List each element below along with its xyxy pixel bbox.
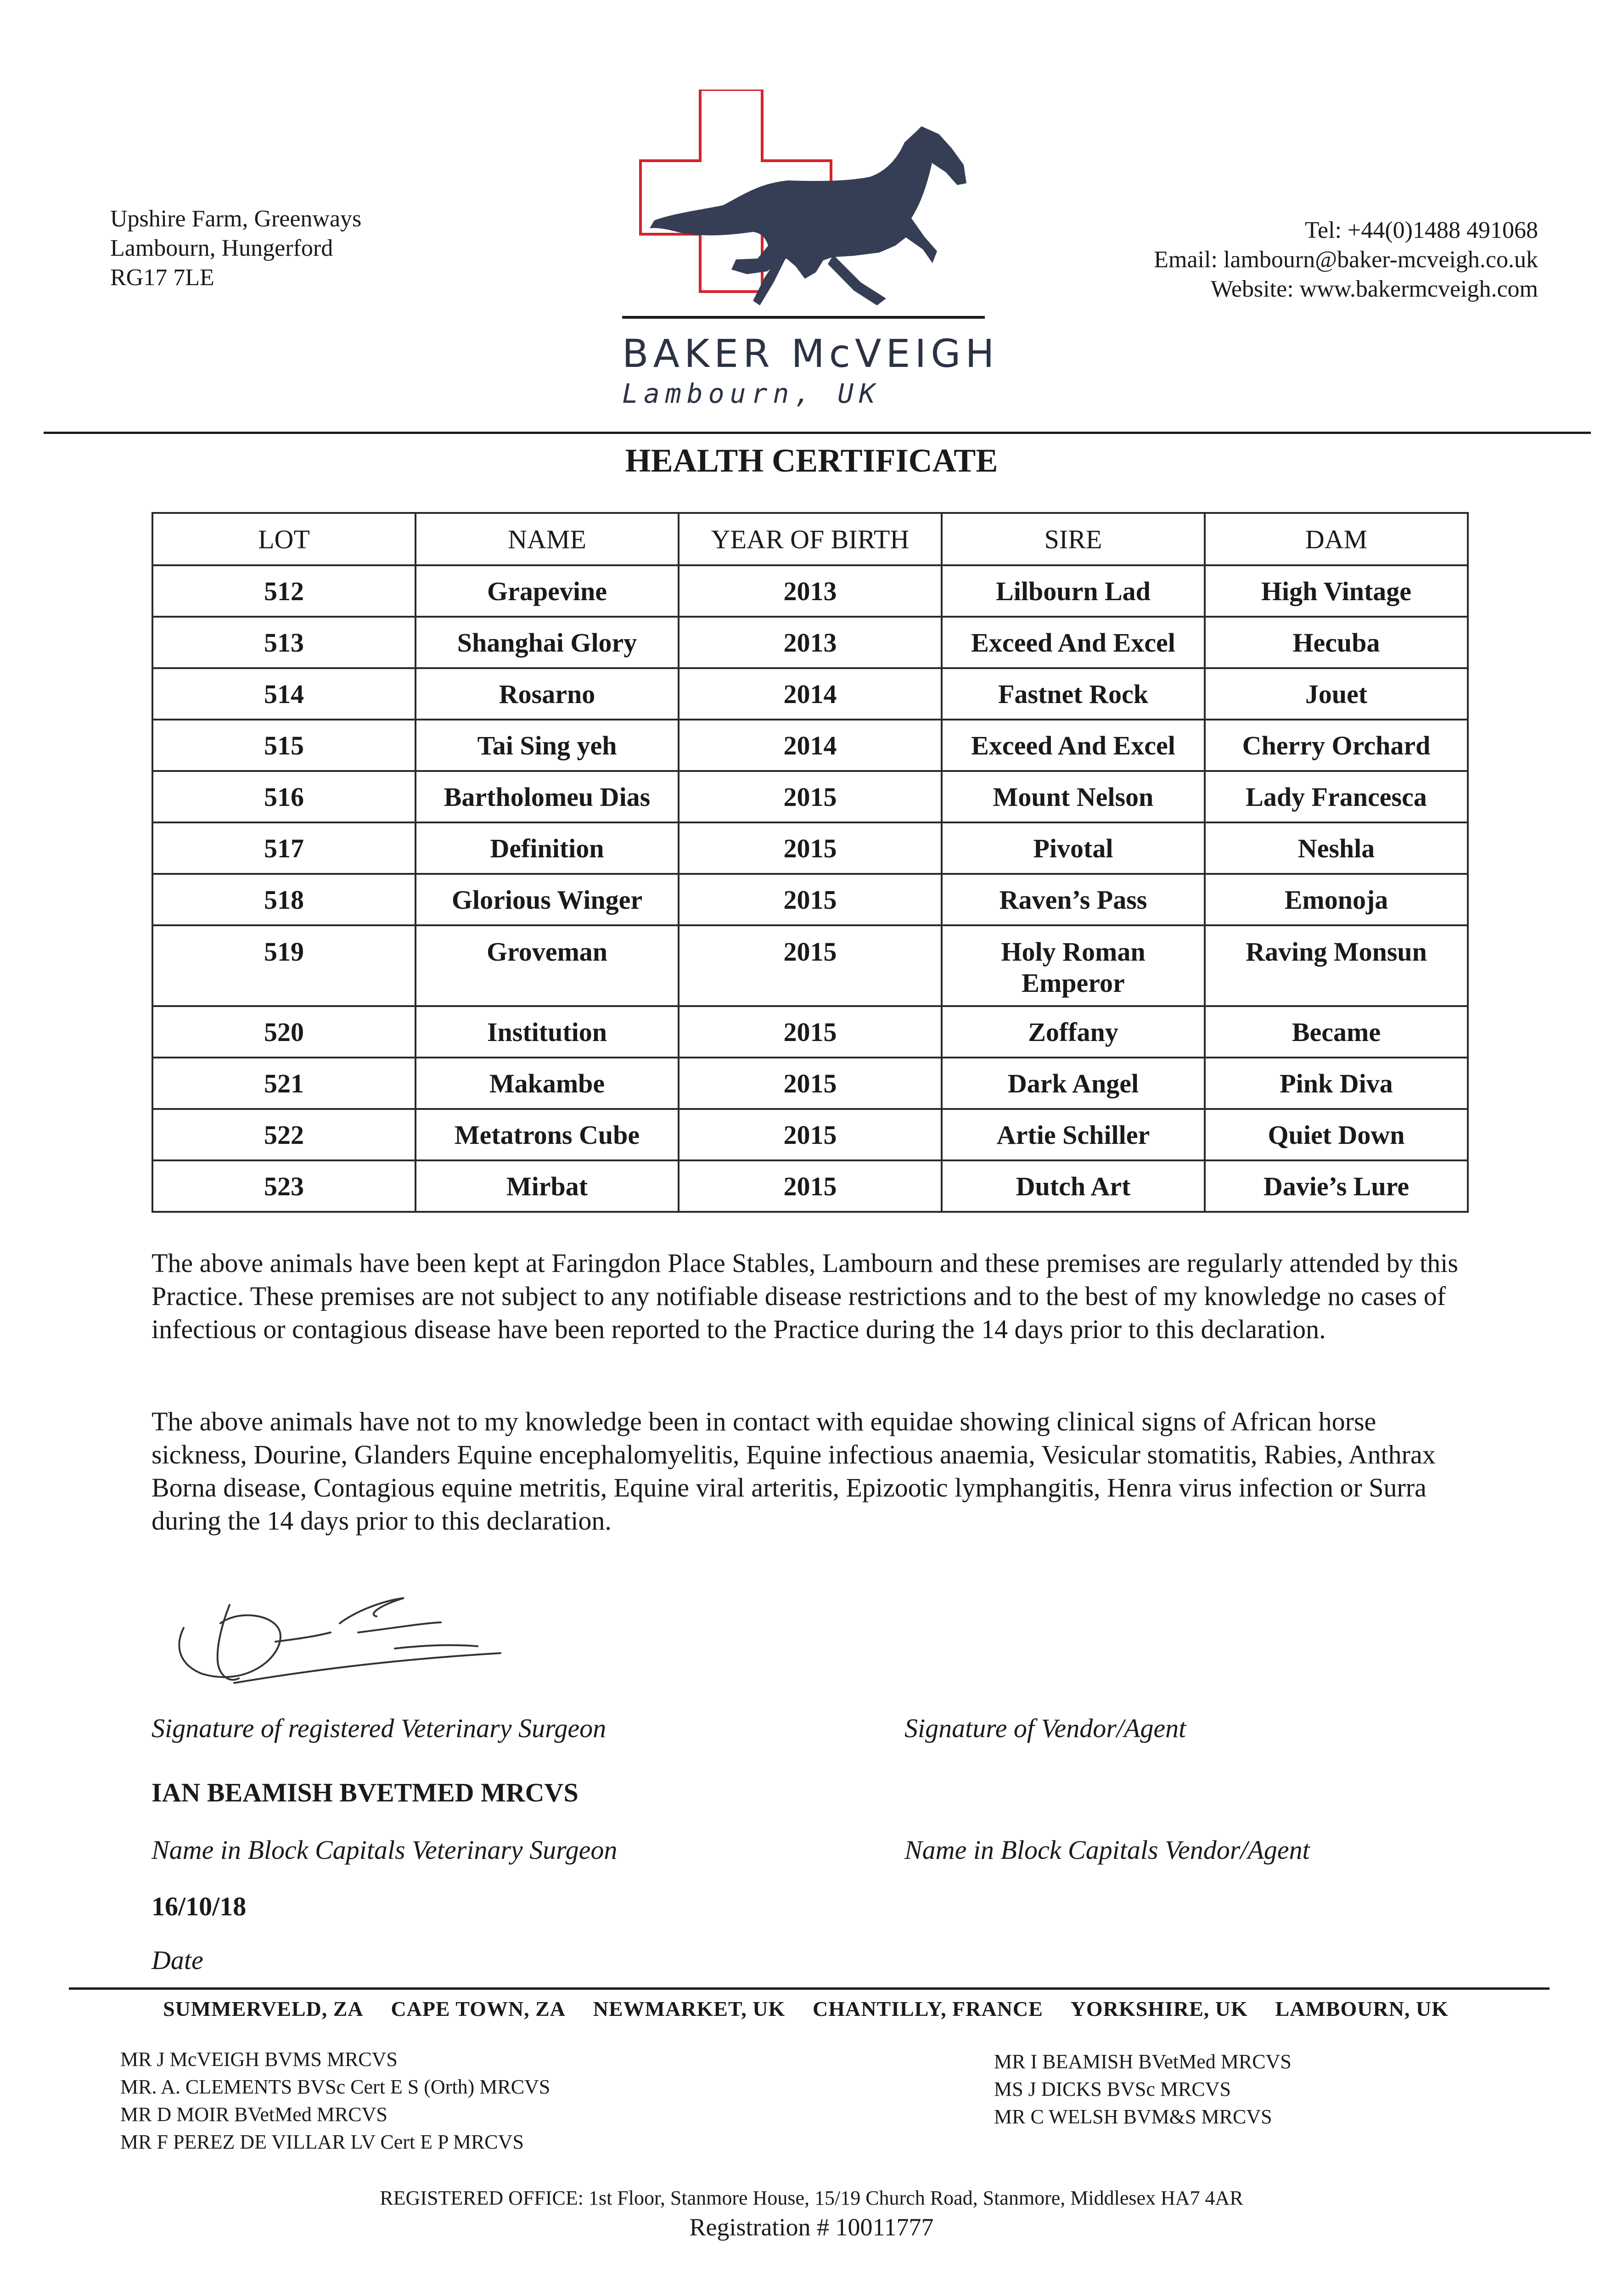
office-item: LAMBOURN, UK <box>1275 1997 1449 2020</box>
cell-lot: 512 <box>152 565 416 617</box>
footer-divider <box>69 1987 1550 1990</box>
staff-member: MR C WELSH BVM&S MRCVS <box>994 2105 1272 2128</box>
staff-list-left <box>120 2046 550 2156</box>
cell-name: Rosarno <box>416 668 679 720</box>
contact-email: Email: lambourn@baker-mcveigh.co.uk <box>1154 247 1538 273</box>
table-row <box>152 925 1468 1006</box>
cell-lot: 518 <box>152 874 416 925</box>
staff-member: MR D MOIR BVetMed MRCVS <box>120 2103 387 2126</box>
table-header-row <box>152 513 1468 565</box>
brand-block <box>622 333 1008 409</box>
cell-sire: Fastnet Rock <box>942 668 1205 720</box>
table-row <box>152 668 1468 720</box>
cell-year: 2015 <box>679 1006 942 1058</box>
cell-dam: Emonoja <box>1205 874 1468 925</box>
cell-lot: 523 <box>152 1160 416 1212</box>
registered-office: REGISTERED OFFICE: 1st Floor, Stanmore House, 15/19 Church Road, Stanmore, Middlesex HA7 4AR <box>380 2187 1243 2209</box>
cell-year: 2015 <box>679 1109 942 1160</box>
header-divider <box>44 432 1591 434</box>
cell-year: 2013 <box>679 565 942 617</box>
cell-sire: Holy Roman Emperor <box>942 925 1205 1006</box>
cell-year: 2015 <box>679 1058 942 1109</box>
table-row <box>152 1160 1468 1212</box>
certificate-date: 16/10/18 <box>152 1891 247 1921</box>
cell-name: Mirbat <box>416 1160 679 1212</box>
contact-phone: Tel: +44(0)1488 491068 <box>1304 217 1538 243</box>
practice-contact <box>1154 216 1538 304</box>
cell-dam: Cherry Orchard <box>1205 720 1468 771</box>
horse-icon <box>650 126 966 279</box>
office-locations <box>163 1997 1449 2021</box>
cell-year: 2013 <box>679 617 942 668</box>
cell-name: Groveman <box>416 925 679 1006</box>
cell-lot: 521 <box>152 1058 416 1109</box>
table-row <box>152 720 1468 771</box>
cell-dam: Quiet Down <box>1205 1109 1468 1160</box>
vet-signature-label: Signature of registered Veterinary Surgeon <box>152 1713 607 1743</box>
staff-member: MS J DICKS BVSc MRCVS <box>994 2078 1231 2100</box>
cell-dam: High Vintage <box>1205 565 1468 617</box>
header-name: NAME <box>416 513 679 565</box>
cell-lot: 515 <box>152 720 416 771</box>
address-line: RG17 7LE <box>110 264 214 291</box>
cell-sire: Lilbourn Lad <box>942 565 1205 617</box>
address-line: Upshire Farm, Greenways <box>110 206 362 232</box>
office-item: CHANTILLY, FRANCE <box>813 1997 1043 2020</box>
table-row <box>152 822 1468 874</box>
cell-year: 2014 <box>679 720 942 771</box>
cell-lot: 517 <box>152 822 416 874</box>
cell-lot: 516 <box>152 771 416 822</box>
cell-year: 2015 <box>679 771 942 822</box>
vendor-signature-label: Signature of Vendor/Agent <box>904 1713 1186 1743</box>
cell-name: Institution <box>416 1006 679 1058</box>
horse-leg-icon <box>828 255 886 305</box>
cell-dam: Hecuba <box>1205 617 1468 668</box>
brand-location: Lambourn, UK <box>622 378 881 409</box>
staff-member: MR I BEAMISH BVetMed MRCVS <box>994 2050 1292 2073</box>
cell-sire: Raven’s Pass <box>942 874 1205 925</box>
cell-year: 2014 <box>679 668 942 720</box>
lots-table <box>152 512 1469 1213</box>
cell-dam: Raving Monsun <box>1205 925 1468 1006</box>
cell-lot: 519 <box>152 925 416 1006</box>
cell-year: 2015 <box>679 1160 942 1212</box>
cell-year: 2015 <box>679 822 942 874</box>
cell-name: Glorious Winger <box>416 874 679 925</box>
cell-lot: 513 <box>152 617 416 668</box>
vet-name: IAN BEAMISH BVETMED MRCVS <box>152 1778 578 1807</box>
practice-address <box>110 204 361 293</box>
office-item: SUMMERVELD, ZA <box>163 1997 364 2020</box>
table-row <box>152 874 1468 925</box>
registration-number: Registration # 10011777 <box>689 2213 934 2241</box>
cell-year: 2015 <box>679 874 942 925</box>
staff-member: MR J McVEIGH BVMS MRCVS <box>120 2048 398 2071</box>
address-line: Lambourn, Hungerford <box>110 235 333 261</box>
cell-name: Shanghai Glory <box>416 617 679 668</box>
page-title: HEALTH CERTIFICATE <box>625 442 998 479</box>
logo-underline <box>622 316 985 319</box>
table-row <box>152 617 1468 668</box>
header-dam: DAM <box>1205 513 1468 565</box>
vet-signature-image <box>165 1573 514 1711</box>
cell-name: Makambe <box>416 1058 679 1109</box>
contact-website: Website: www.bakermcveigh.com <box>1211 276 1538 302</box>
brand-name: BAKER McVEIGH <box>622 331 999 376</box>
declaration-premises: The above animals have been kept at Faringdon Place Stables, Lambourn and these premises are regularly attended by this Practice. These premises are not subject to any notifiable disease restrictions and to the best of my knowledge no cases of infectious or contagious disease have been reported to the Practice during the 14 days prior to this declaration. <box>152 1248 1458 1344</box>
cell-dam: Pink Diva <box>1205 1058 1468 1109</box>
cell-name: Metatrons Cube <box>416 1109 679 1160</box>
cell-sire: Artie Schiller <box>942 1109 1205 1160</box>
cell-name: Grapevine <box>416 565 679 617</box>
cell-name: Tai Sing yeh <box>416 720 679 771</box>
vendor-name-label: Name in Block Capitals Vendor/Agent <box>904 1835 1310 1865</box>
header-year-of-birth: YEAR OF BIRTH <box>679 513 942 565</box>
cell-sire: Dark Angel <box>942 1058 1205 1109</box>
cell-dam: Jouet <box>1205 668 1468 720</box>
cell-dam: Davie’s Lure <box>1205 1160 1468 1212</box>
cell-name: Definition <box>416 822 679 874</box>
cell-lot: 520 <box>152 1006 416 1058</box>
table-row <box>152 1058 1468 1109</box>
office-item: NEWMARKET, UK <box>593 1997 786 2020</box>
cell-lot: 522 <box>152 1109 416 1160</box>
staff-member: MR. A. CLEMENTS BVSc Cert E S (Orth) MRCVS <box>120 2076 550 2098</box>
cell-year: 2015 <box>679 925 942 1006</box>
table-row <box>152 565 1468 617</box>
header-sire: SIRE <box>942 513 1205 565</box>
header-lot: LOT <box>152 513 416 565</box>
cell-sire: Zoffany <box>942 1006 1205 1058</box>
office-item: YORKSHIRE, UK <box>1070 1997 1248 2020</box>
cell-lot: 514 <box>152 668 416 720</box>
cell-sire: Dutch Art <box>942 1160 1205 1212</box>
cell-dam: Neshla <box>1205 822 1468 874</box>
cell-name: Bartholomeu Dias <box>416 771 679 822</box>
vet-name-label: Name in Block Capitals Veterinary Surgeon <box>152 1835 618 1865</box>
date-label: Date <box>152 1945 203 1975</box>
table-row <box>152 1006 1468 1058</box>
cell-sire: Exceed And Excel <box>942 617 1205 668</box>
table-row <box>152 771 1468 822</box>
office-item: CAPE TOWN, ZA <box>391 1997 566 2020</box>
cell-sire: Exceed And Excel <box>942 720 1205 771</box>
cell-sire: Mount Nelson <box>942 771 1205 822</box>
staff-list-right <box>994 2048 1292 2131</box>
declaration-disease-contact: The above animals have not to my knowledge been in contact with equidae showing clinical signs of African horse sickness, Dourine, Glanders Equine encephalomyelitis, Equine infectious anaemia, Vesicular stomatitis, Rabies, Anthrax Borna disease, Contagious equine metritis, Equine viral arteritis, Epizootic lymphangitis, Henra virus infection or Surra during the 14 days prior to this declaration. <box>152 1407 1436 1536</box>
table-row <box>152 1109 1468 1160</box>
cell-sire: Pivotal <box>942 822 1205 874</box>
cell-dam: Became <box>1205 1006 1468 1058</box>
staff-member: MR F PEREZ DE VILLAR LV Cert E P MRCVS <box>120 2131 524 2153</box>
cell-dam: Lady Francesca <box>1205 771 1468 822</box>
